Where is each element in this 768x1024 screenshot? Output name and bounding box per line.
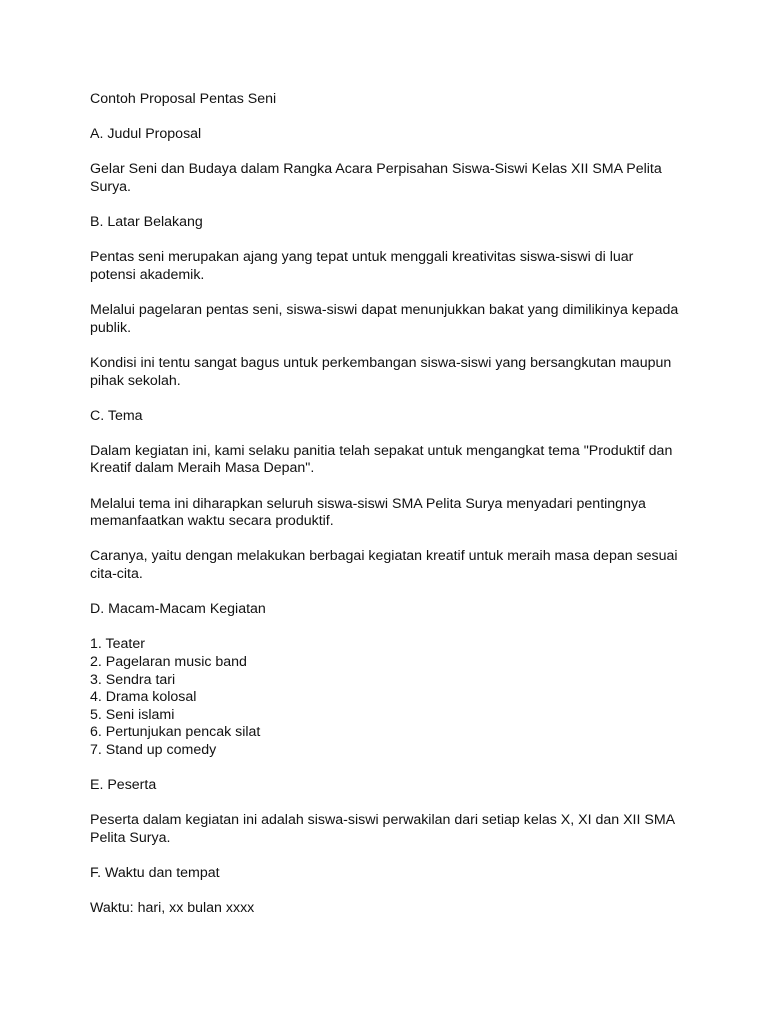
section-heading-tema: C. Tema — [90, 407, 143, 424]
paragraph: Gelar Seni dan Budaya dalam Rangka Acara Perpisahan Siswa-Siswi Kelas XII SMA Pelita Surya. — [90, 161, 662, 195]
paragraph: Peserta dalam kegiatan ini adalah siswa-siswi perwakilan dari setiap kelas X, XI dan XII SMA Pelita Surya. — [90, 812, 675, 846]
paragraph: Dalam kegiatan ini, kami selaku panitia telah sepakat untuk mengangkat tema "Produktif dan Kreatif dalam Meraih Masa Depan". — [90, 442, 673, 477]
section-heading-latar-belakang: B. Latar Belakang — [90, 214, 203, 231]
section-heading-judul: A. Judul Proposal — [90, 126, 202, 143]
list-item: 4. Drama kolosal — [90, 689, 197, 706]
list-item: 3. Sendra tari — [90, 671, 176, 688]
paragraph: Melalui pagelaran pentas seni, siswa-siswi dapat menunjukkan bakat yang dimilikinya kepada publik. — [90, 302, 679, 336]
document-body — [90, 91, 680, 936]
list-item: 5. Seni islami — [90, 706, 175, 723]
paragraph: Kondisi ini tentu sangat bagus untuk perkembangan siswa-siswi yang bersangkutan maupun pihak sekolah. — [90, 354, 672, 389]
section-heading-waktu-tempat: F. Waktu dan tempat — [90, 865, 220, 882]
document-title: Contoh Proposal Pentas Seni — [90, 91, 277, 107]
activity-list — [90, 636, 680, 759]
paragraph: Caranya, yaitu dengan melakukan berbagai kegiatan kreatif untuk meraih masa depan sesuai cita-cita. — [90, 548, 678, 583]
section-heading-peserta: E. Peserta — [90, 777, 157, 794]
list-item: 6. Pertunjukan pencak silat — [90, 724, 261, 741]
list-item: 7. Stand up comedy — [90, 741, 217, 758]
paragraph: Waktu: hari, xx bulan xxxx — [90, 900, 255, 917]
list-item: 1. Teater — [90, 636, 145, 653]
paragraph: Pentas seni merupakan ajang yang tepat untuk menggali kreativitas siswa-siswi di luar potensi akademik. — [90, 249, 634, 283]
list-item: 2. Pagelaran music band — [90, 654, 247, 670]
section-heading-kegiatan: D. Macam-Macam Kegiatan — [90, 601, 266, 618]
paragraph: Melalui tema ini diharapkan seluruh siswa-siswi SMA Pelita Surya menyadari pentingnya memanfaatkan waktu secara produktif. — [90, 495, 646, 530]
